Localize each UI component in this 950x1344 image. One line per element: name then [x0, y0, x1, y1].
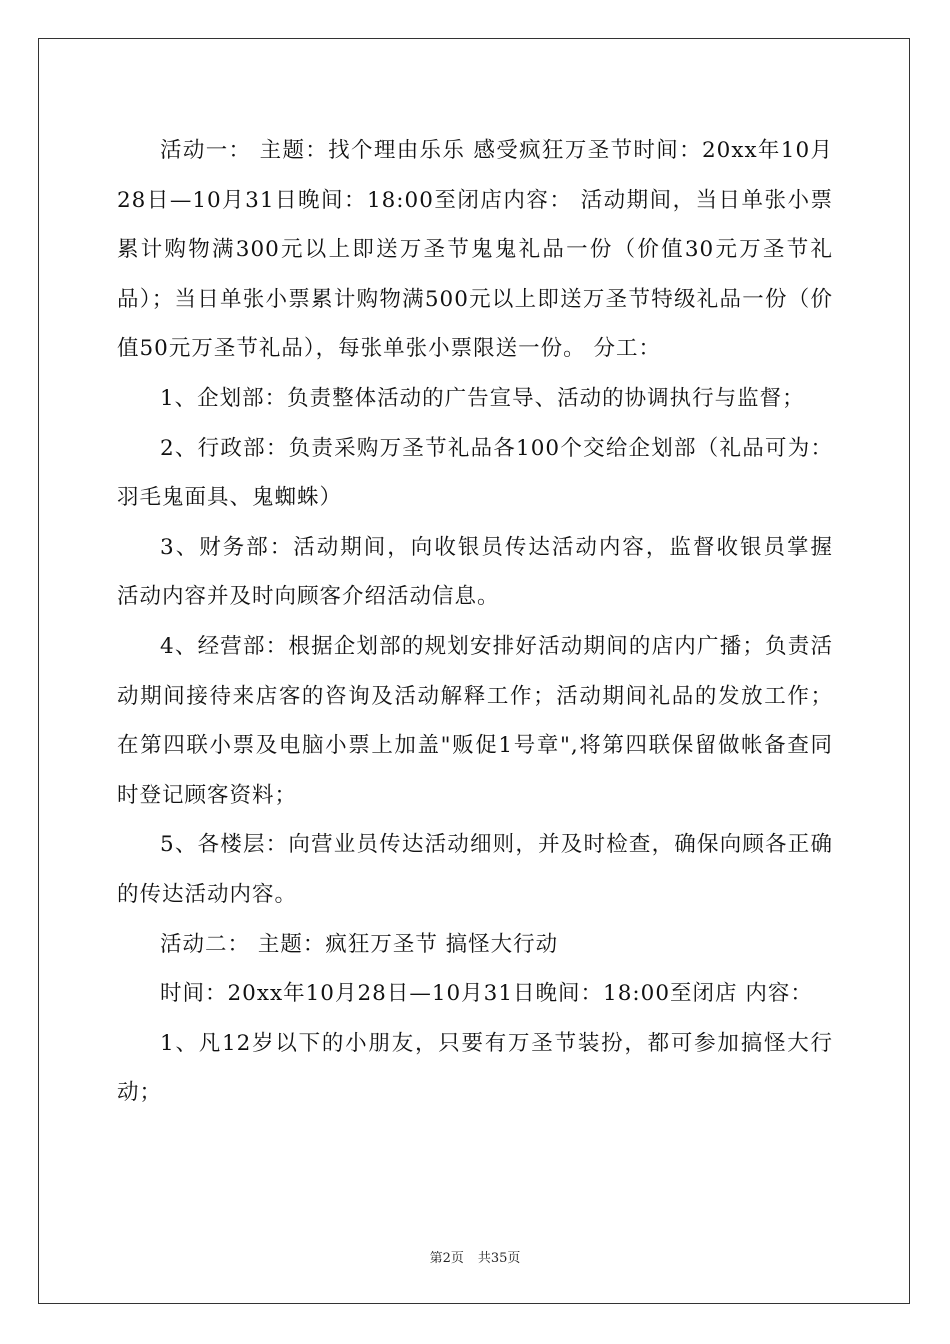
page-footer	[0, 1250, 950, 1268]
paragraph-planning-dept: 1、企划部：负责整体活动的广告宣导、活动的协调执行与监督；	[160, 385, 805, 411]
paragraph-floors: 5、各楼层：向营业员传达活动细则，并及时检查，确保向顾各正确的传达活动内容。	[117, 832, 833, 907]
page-total: 共35页	[477, 1251, 521, 1266]
paragraph-operations-dept: 4、经营部：根据企划部的规划安排好活动期间的店内广播；负责活动期间接待来店客的咨询及活动解释工作；活动期间礼品的发放工作；在第四联小票及电脑小票上加盖"贩促1号章",将第四联保留做帐备查同时登记顾客资料；	[117, 633, 833, 808]
document-body	[117, 126, 833, 1118]
page-number: 第2页	[429, 1251, 464, 1266]
paragraph-activity-two-title: 活动二： 主题：疯狂万圣节 搞怪大行动	[160, 931, 559, 957]
paragraph-activity-one: 活动一： 主题：找个理由乐乐 感受疯狂万圣节时间：20xx年10月28日—10月31日晚间：18:00至闭店内容： 活动期间，当日单张小票累计购物满300元以上即送万圣节鬼鬼礼品一份（价值30元万圣节礼品）；当日单张小票累计购物满500元以上即送万圣节特级礼品一份（价值50元万圣节礼品），每张单张小票限送一份。 分工：	[117, 138, 833, 362]
paragraph-activity-two-item-1: 1、凡12岁以下的小朋友，只要有万圣节装扮，都可参加搞怪大行动；	[117, 1030, 833, 1106]
paragraph-activity-two-time: 时间：20xx年10月28日—10月31日晚间：18:00至闭店 内容：	[160, 981, 813, 1007]
paragraph-finance-dept: 3、财务部：活动期间，向收银员传达活动内容，监督收银员掌握 活动内容并及时向顾客介绍活动信息。	[117, 534, 833, 610]
paragraph-admin-dept: 2、行政部：负责采购万圣节礼品各100个交给企划部（礼品可为：羽毛鬼面具、鬼蜘蛛）	[117, 435, 833, 511]
